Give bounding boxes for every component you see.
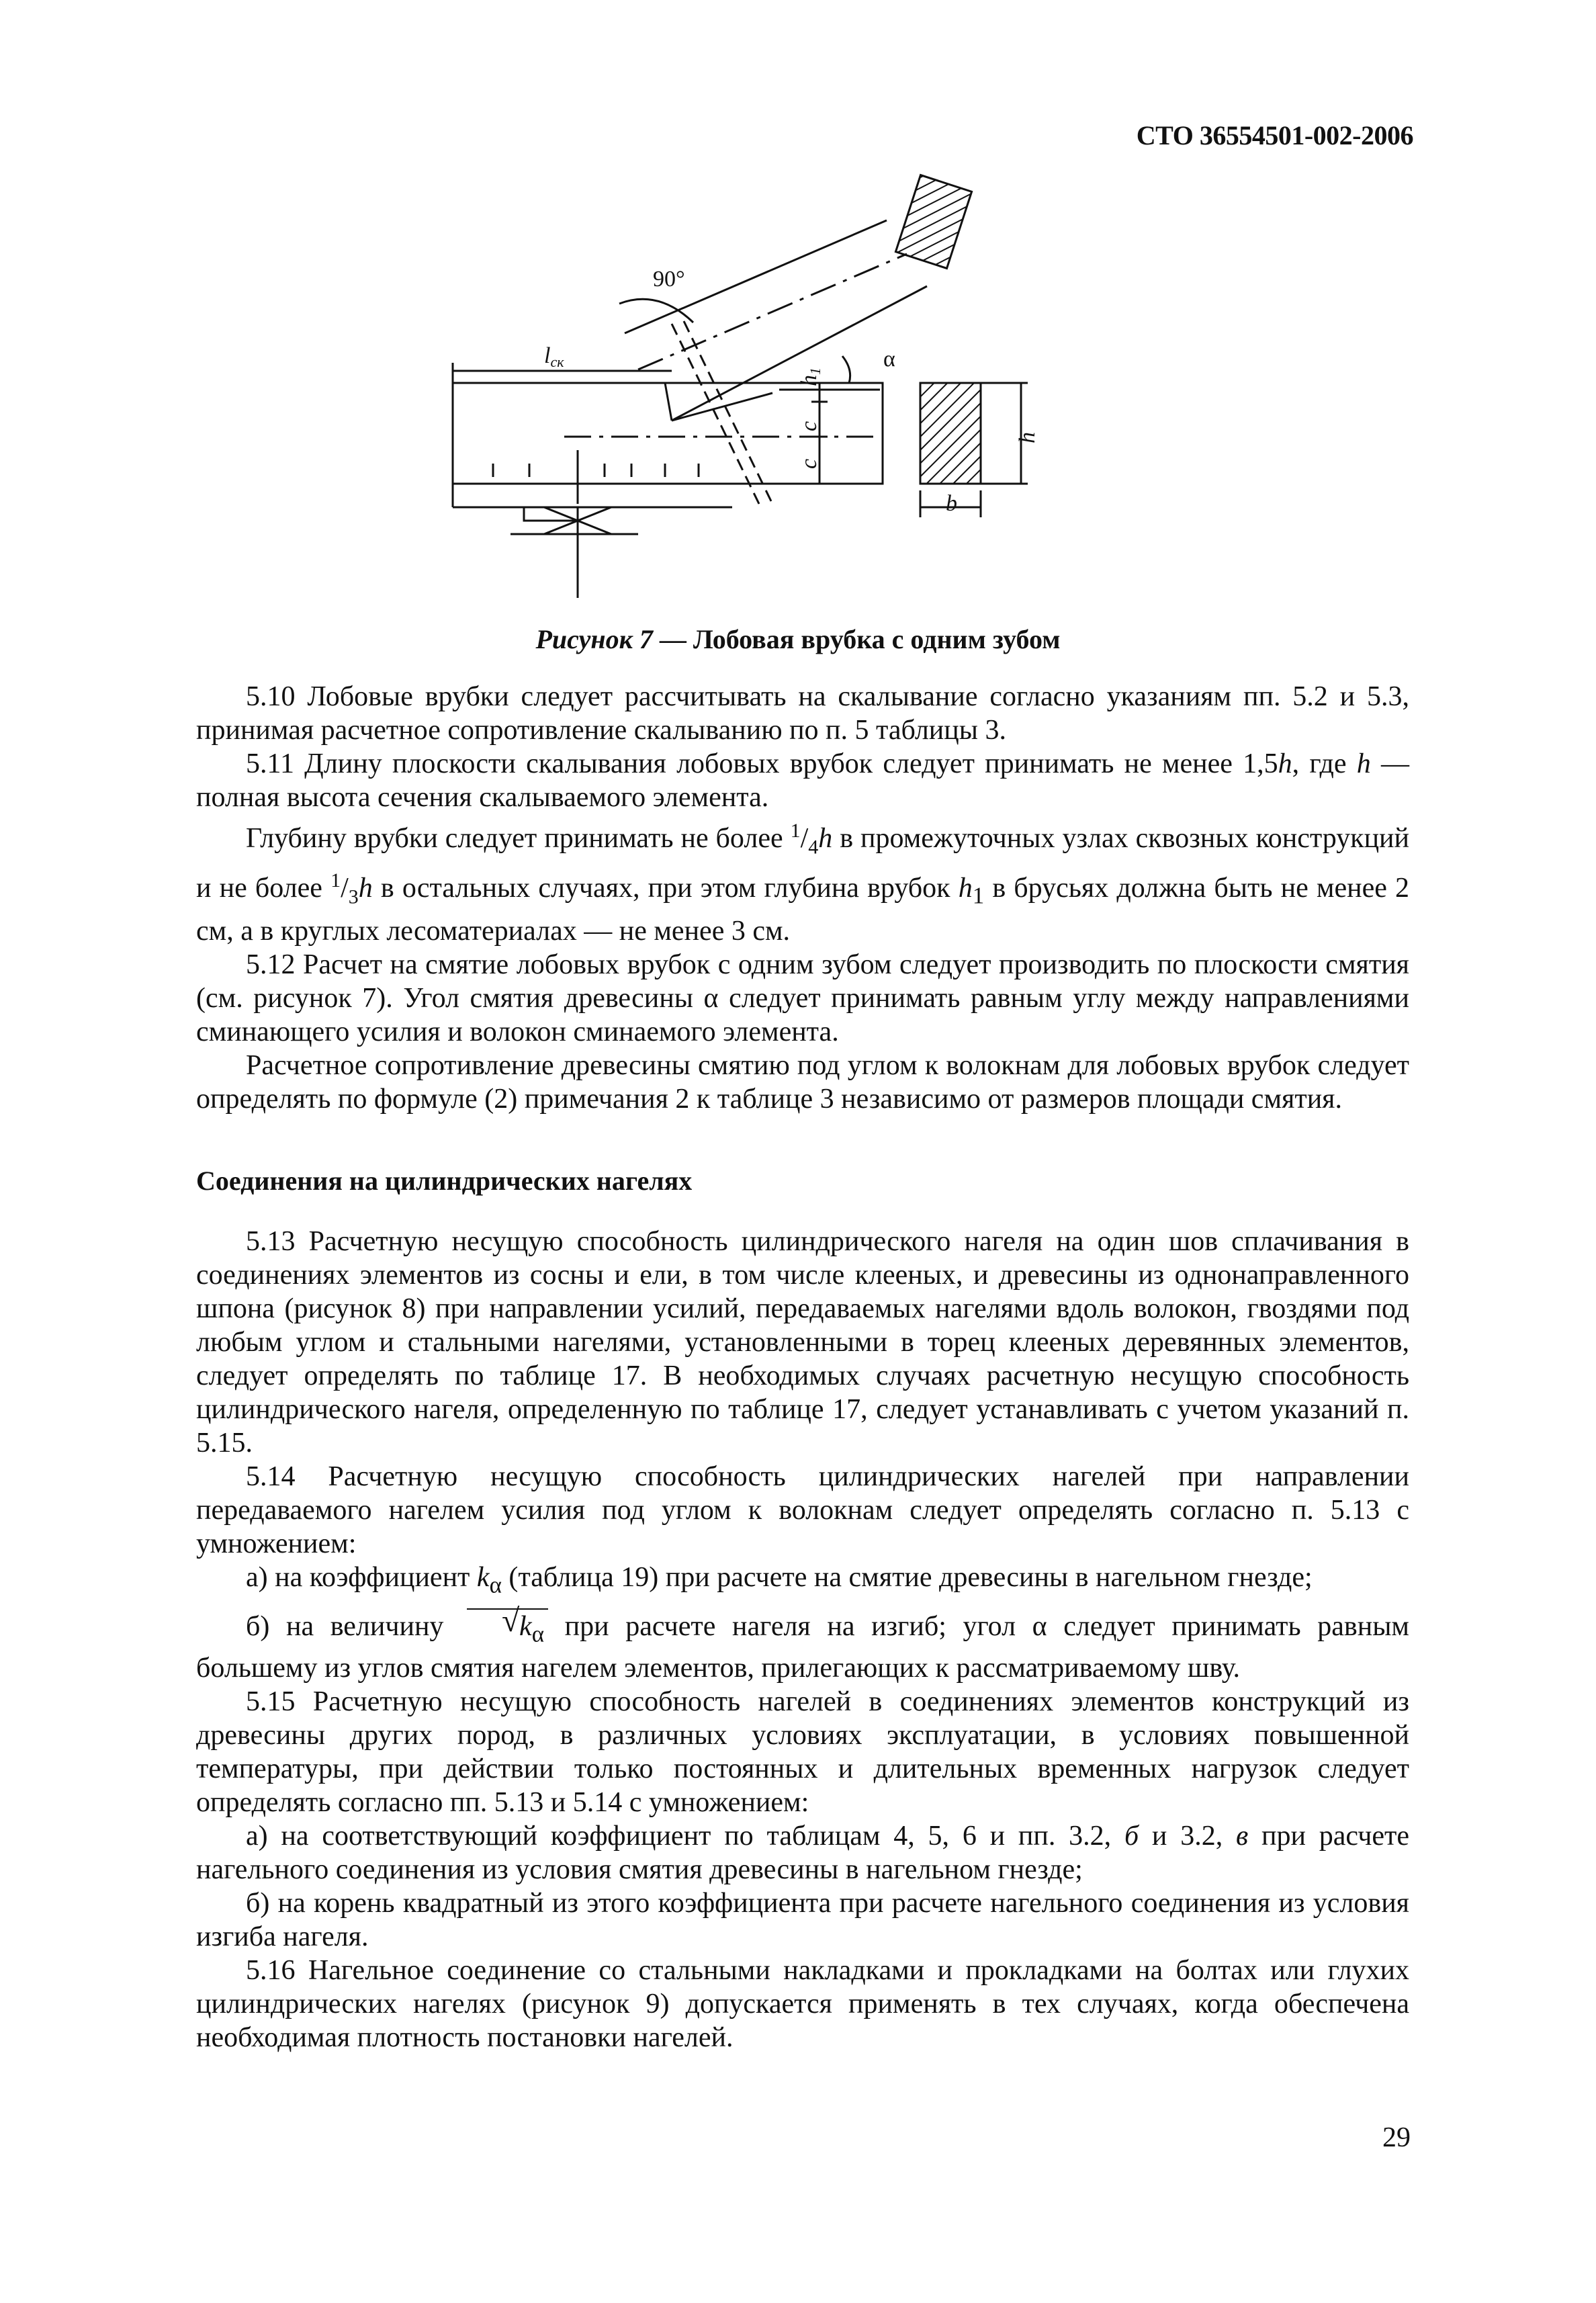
caption-prefix: Рисунок 7 xyxy=(535,624,653,654)
beam-cross-section xyxy=(920,383,981,484)
label-b: b xyxy=(946,491,957,516)
caption-text: — Лобовая врубка с одним зубом xyxy=(652,624,1061,654)
para-5-15-b: б) на корень квадратный из этого коэффициента при расчете нагельного соединения из условия изгиба нагеля. xyxy=(196,1887,1409,1952)
label-c2: c xyxy=(797,458,822,469)
figure-caption xyxy=(0,623,1596,655)
para-5-14: 5.14 Расчетную несущую способность цилиндрических нагелей при направлении передаваемого нагелем усилия под углом к волокнам следует определять согласно п. 5.13 с умножением: xyxy=(196,1461,1409,1559)
para-5-12: 5.12 Расчет на смятие лобовых врубок с одним зубом следует производить по плоскости смятия (см. рисунок 7). Угол смятия древесины α следует принимать равным углу между направлениями сминающего усилия и волокон сминаемого элемента. xyxy=(196,949,1409,1047)
para-5-12-resistance: Расчетное сопротивление древесины смятию под углом к волокнам для лобовых врубок следует определять по формуле (2) примечания 2 к таблице 3 независимо от размеров площади смятия. xyxy=(196,1049,1409,1115)
para-5-13: 5.13 Расчетную несущую способность цилиндрического нагеля на один шов сплачивания в соединениях элементов из сосны и ели, в том числе клееных, и древесины из однонаправленного шпона (рисунок 8) при направлении усилий, передаваемых нагелями вдоль волокон, гвоздями под любым углом и стальными нагелями, установленными в торец клееных деревянных элементов, следует определять по таблице 17. В необходимых случаях расчетную несущую способность цилиндрического нагеля, определенную по таблице 17, следует устанавливать с учетом указаний п. 5.15. xyxy=(196,1225,1409,1459)
para-5-10: 5.10 Лобовые врубки следует рассчитывать на скалывание согласно указаниям пп. 5.2 и 5.3, принимая расчетное сопротивление скалыванию по п. 5 таблицы 3. xyxy=(196,681,1409,746)
label-h1: h1 xyxy=(797,367,824,386)
para-5-14-b: б) на величину √ $k_\alpha$ при расчете нагеля на изгиб; угол α следует принимать равным большему из углов смятия нагелем элементов, прилегающих к рассматриваемому шву. xyxy=(196,1608,1409,1684)
body-text xyxy=(196,680,1409,2054)
document-code: СТО 36554501-002-2006 xyxy=(1136,120,1413,150)
label-c1: c xyxy=(797,421,822,431)
strut-section xyxy=(895,175,971,269)
para-5-15: 5.15 Расчетную несущую способность нагелей в соединениях элементов конструкций из древесины других пород, в различных условиях эксплуатации, в условиях повышенной температуры, при действии только постоянных и длительных временных нагрузок следует определять согласно пп. 5.13 и 5.14 с умножением: xyxy=(196,1686,1409,1818)
para-5-14-a: а) на коэффициент $k_\alpha$ (таблица 19) при расчете на смятие древесины в нагельном гнезде; xyxy=(246,1561,1313,1598)
page-number: 29 xyxy=(1382,2122,1411,2153)
label-h: h xyxy=(1015,432,1040,443)
para-5-11-depth: Глубину врубки следует принимать не более $^1/_4h$ в промежуточных узлах сквозных конструкций и не более $^1/_3h$ в остальных случаях, при этом глубина врубок $h_1$ в брусьях должна быть не менее 2 см, а в круглых лесоматериалах — не менее 3 см. xyxy=(196,820,1410,947)
label-alpha: α xyxy=(883,347,895,372)
sqrt-k-alpha: √ $k_\alpha$ xyxy=(467,1608,548,1651)
section-heading: Соединения на цилиндрических нагелях xyxy=(196,1165,693,1196)
para-5-11: 5.11 Длину плоскости скалывания лобовых врубок следует принимать не менее 1,5h, где h — полная высота сечения скалываемого элемента. xyxy=(196,748,1410,813)
figure-frontal-notch-diagram xyxy=(443,168,1088,598)
para-5-16: 5.16 Нагельное соединение со стальными накладками и прокладками на болтах или глухих цилиндрических нагелях (рисунок 9) допускается применять в тех случаях, когда обеспечена необходимая плотность постановки нагелей. xyxy=(196,1954,1409,2053)
para-5-15-a: а) на соответствующий коэффициент по таблицам 4, 5, 6 и пп. 3.2, б и 3.2, в при расчете нагельного соединения из условия смятия древесины в нагельном гнезде; xyxy=(196,1820,1409,1885)
label-90: 90° xyxy=(653,267,685,292)
label-l-sk: lск xyxy=(544,343,564,370)
